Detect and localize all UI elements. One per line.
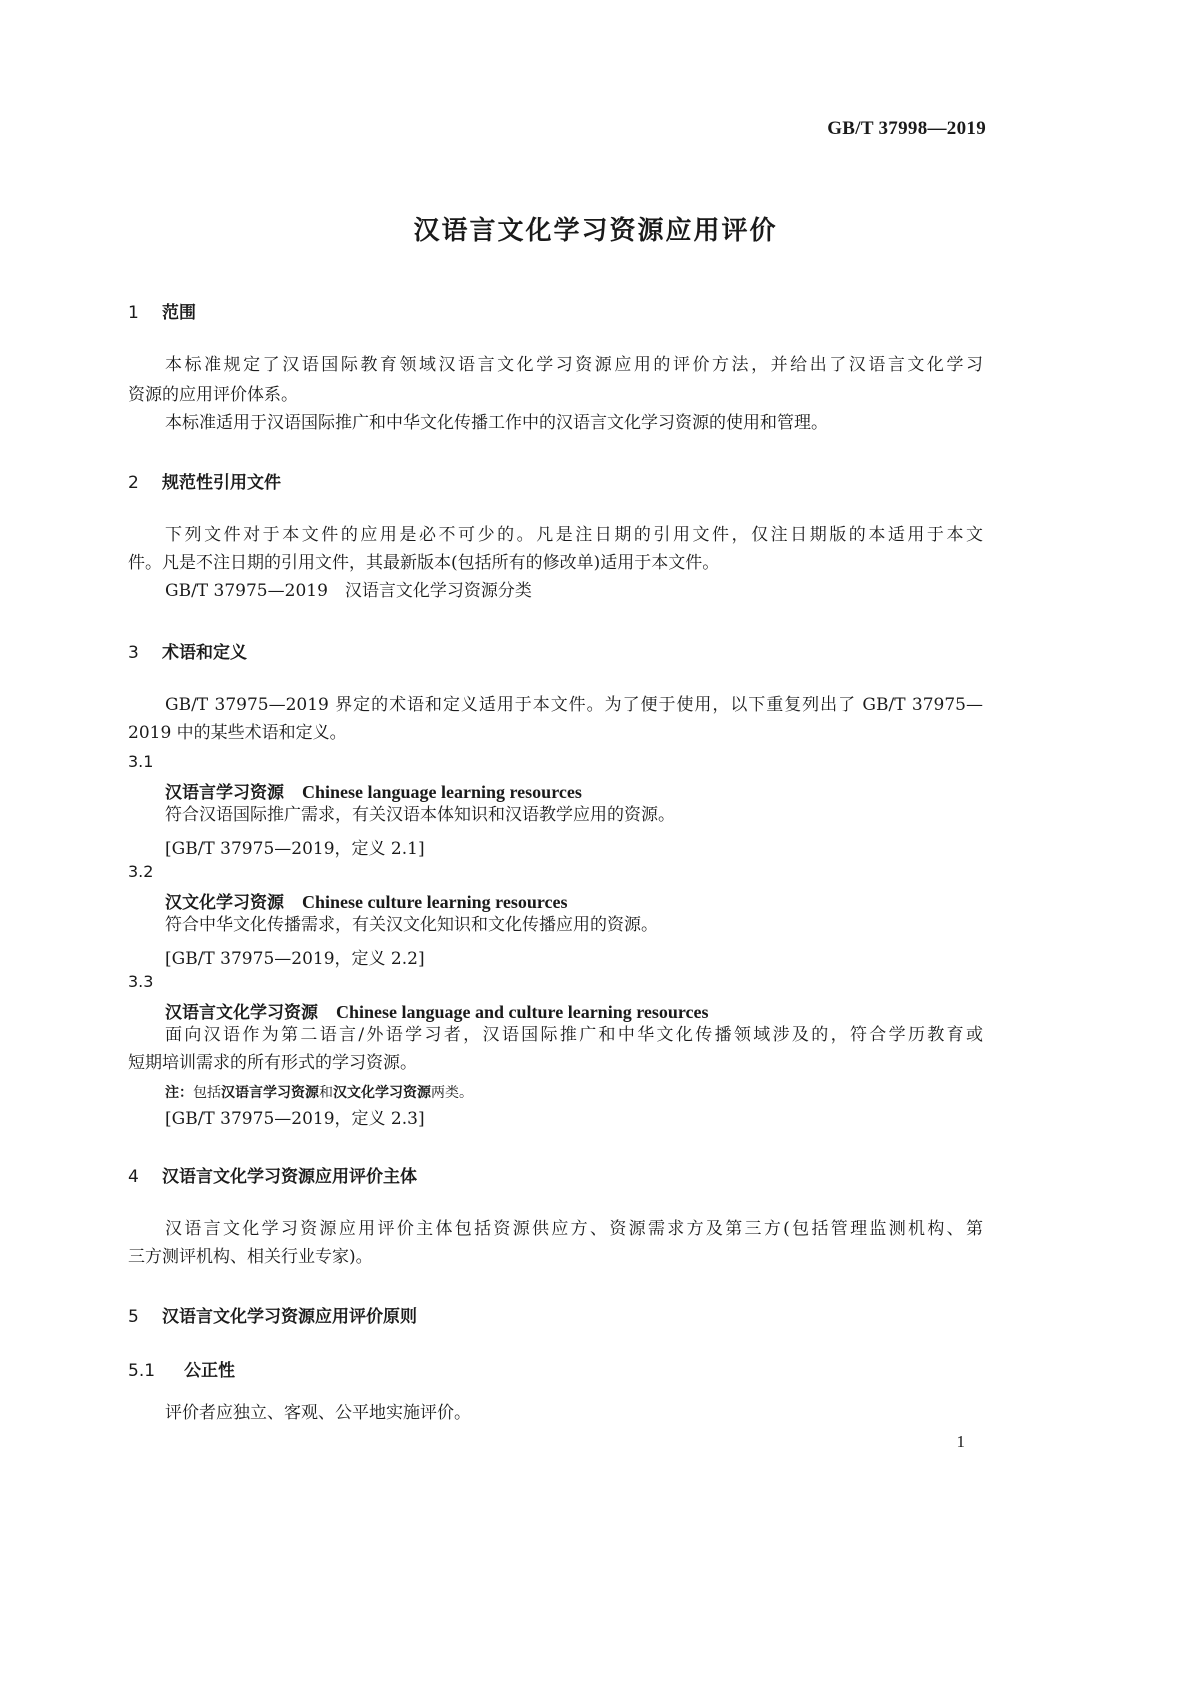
term-source: [GB/T 37975—2019，定义 2.1] [165,839,425,859]
section-3-paragraph-1 [165,690,983,720]
section-title: 规范性引用文件 [162,473,281,493]
term-note [165,1082,473,1102]
term-number: 3.3 [128,972,154,991]
normative-reference: GB/T 37975—2019 汉语言文化学习资源分类 [165,581,532,601]
text-line: 本标准规定了汉语国际教育领域汉语言文化学习资源应用的评价方法，并给出了汉语言文化学习 [165,355,983,375]
section-2-paragraph-1 [165,520,983,550]
term-english: Chinese language learning resources [302,782,582,802]
subsection-5-1-paragraph: 评价者应独立、客观、公平地实施评价。 [165,1403,471,1423]
standard-code: GB/T 37998—2019 [827,118,986,139]
section-2-heading [128,468,281,493]
term-definition-cont: 短期培训需求的所有形式的学习资源。 [128,1053,417,1073]
note-label: 注： [165,1085,193,1101]
section-4-paragraph-1-cont: 三方测评机构、相关行业专家)。 [128,1247,373,1267]
term-number: 3.2 [128,862,154,881]
term-english: Chinese language and culture learning resources [336,1002,709,1022]
section-number: 2 [128,473,139,493]
section-1-paragraph-1-cont: 资源的应用评价体系。 [128,385,298,405]
term-chinese: 汉文化学习资源 [165,893,284,913]
page-number: 1 [956,1432,965,1451]
term-source: [GB/T 37975—2019，定义 2.2] [165,949,425,969]
text-line: GB/T 37975—2019 界定的术语和定义适用于本文件。为了便于使用，以下重复列出了 GB/T 37975— [165,695,983,715]
term-number: 3.1 [128,752,154,771]
section-number: 3 [128,643,139,663]
section-number: 5 [128,1307,139,1327]
term-chinese: 汉语言学习资源 [165,783,284,803]
section-title: 汉语言文化学习资源应用评价主体 [162,1167,417,1187]
subsection-number: 5.1 [128,1361,156,1381]
section-title: 术语和定义 [162,643,247,663]
section-number: 1 [128,303,139,323]
note-term: 汉文化学习资源 [333,1085,431,1101]
section-1-heading [128,298,196,323]
note-text: 和 [319,1085,333,1101]
subsection-title: 公正性 [184,1361,235,1381]
section-3-heading [128,638,247,663]
section-2-paragraph-1-cont: 件。凡是不注日期的引用文件，其最新版本(包括所有的修改单)适用于本文件。 [128,553,720,573]
note-text: 两类。 [431,1085,473,1101]
subsection-5-1-heading [128,1356,235,1381]
section-3-paragraph-1-cont: 2019 中的某些术语和定义。 [128,723,347,743]
term-source: [GB/T 37975—2019，定义 2.3] [165,1109,425,1129]
term-definition [165,1020,983,1050]
section-1-paragraph-2: 本标准适用于汉语国际推广和中华文化传播工作中的汉语言文化学习资源的使用和管理。 [165,413,828,433]
note-text: 包括 [193,1085,221,1101]
term-chinese: 汉语言文化学习资源 [165,1003,318,1023]
section-number: 4 [128,1167,139,1187]
section-4-heading [128,1162,417,1187]
note-term: 汉语言学习资源 [221,1085,319,1101]
term-english: Chinese culture learning resources [302,892,568,912]
term-definition: 符合汉语国际推广需求，有关汉语本体知识和汉语教学应用的资源。 [165,805,675,825]
text-line: 面向汉语作为第二语言/外语学习者，汉语国际推广和中华文化传播领域涉及的，符合学历教育或 [165,1025,983,1045]
text-line: 汉语言文化学习资源应用评价主体包括资源供应方、资源需求方及第三方(包括管理监测机构、第 [165,1219,983,1239]
section-4-paragraph-1 [165,1214,983,1244]
section-5-heading [128,1302,417,1327]
term-definition: 符合中华文化传播需求，有关汉文化知识和文化传播应用的资源。 [165,915,658,935]
section-1-paragraph-1 [165,350,983,380]
page-title: 汉语言文化学习资源应用评价 [413,216,778,246]
text-line: 下列文件对于本文件的应用是必不可少的。凡是注日期的引用文件，仅注日期版的本适用于本文 [165,525,983,545]
section-title: 范围 [162,303,196,323]
section-title: 汉语言文化学习资源应用评价原则 [162,1307,417,1327]
